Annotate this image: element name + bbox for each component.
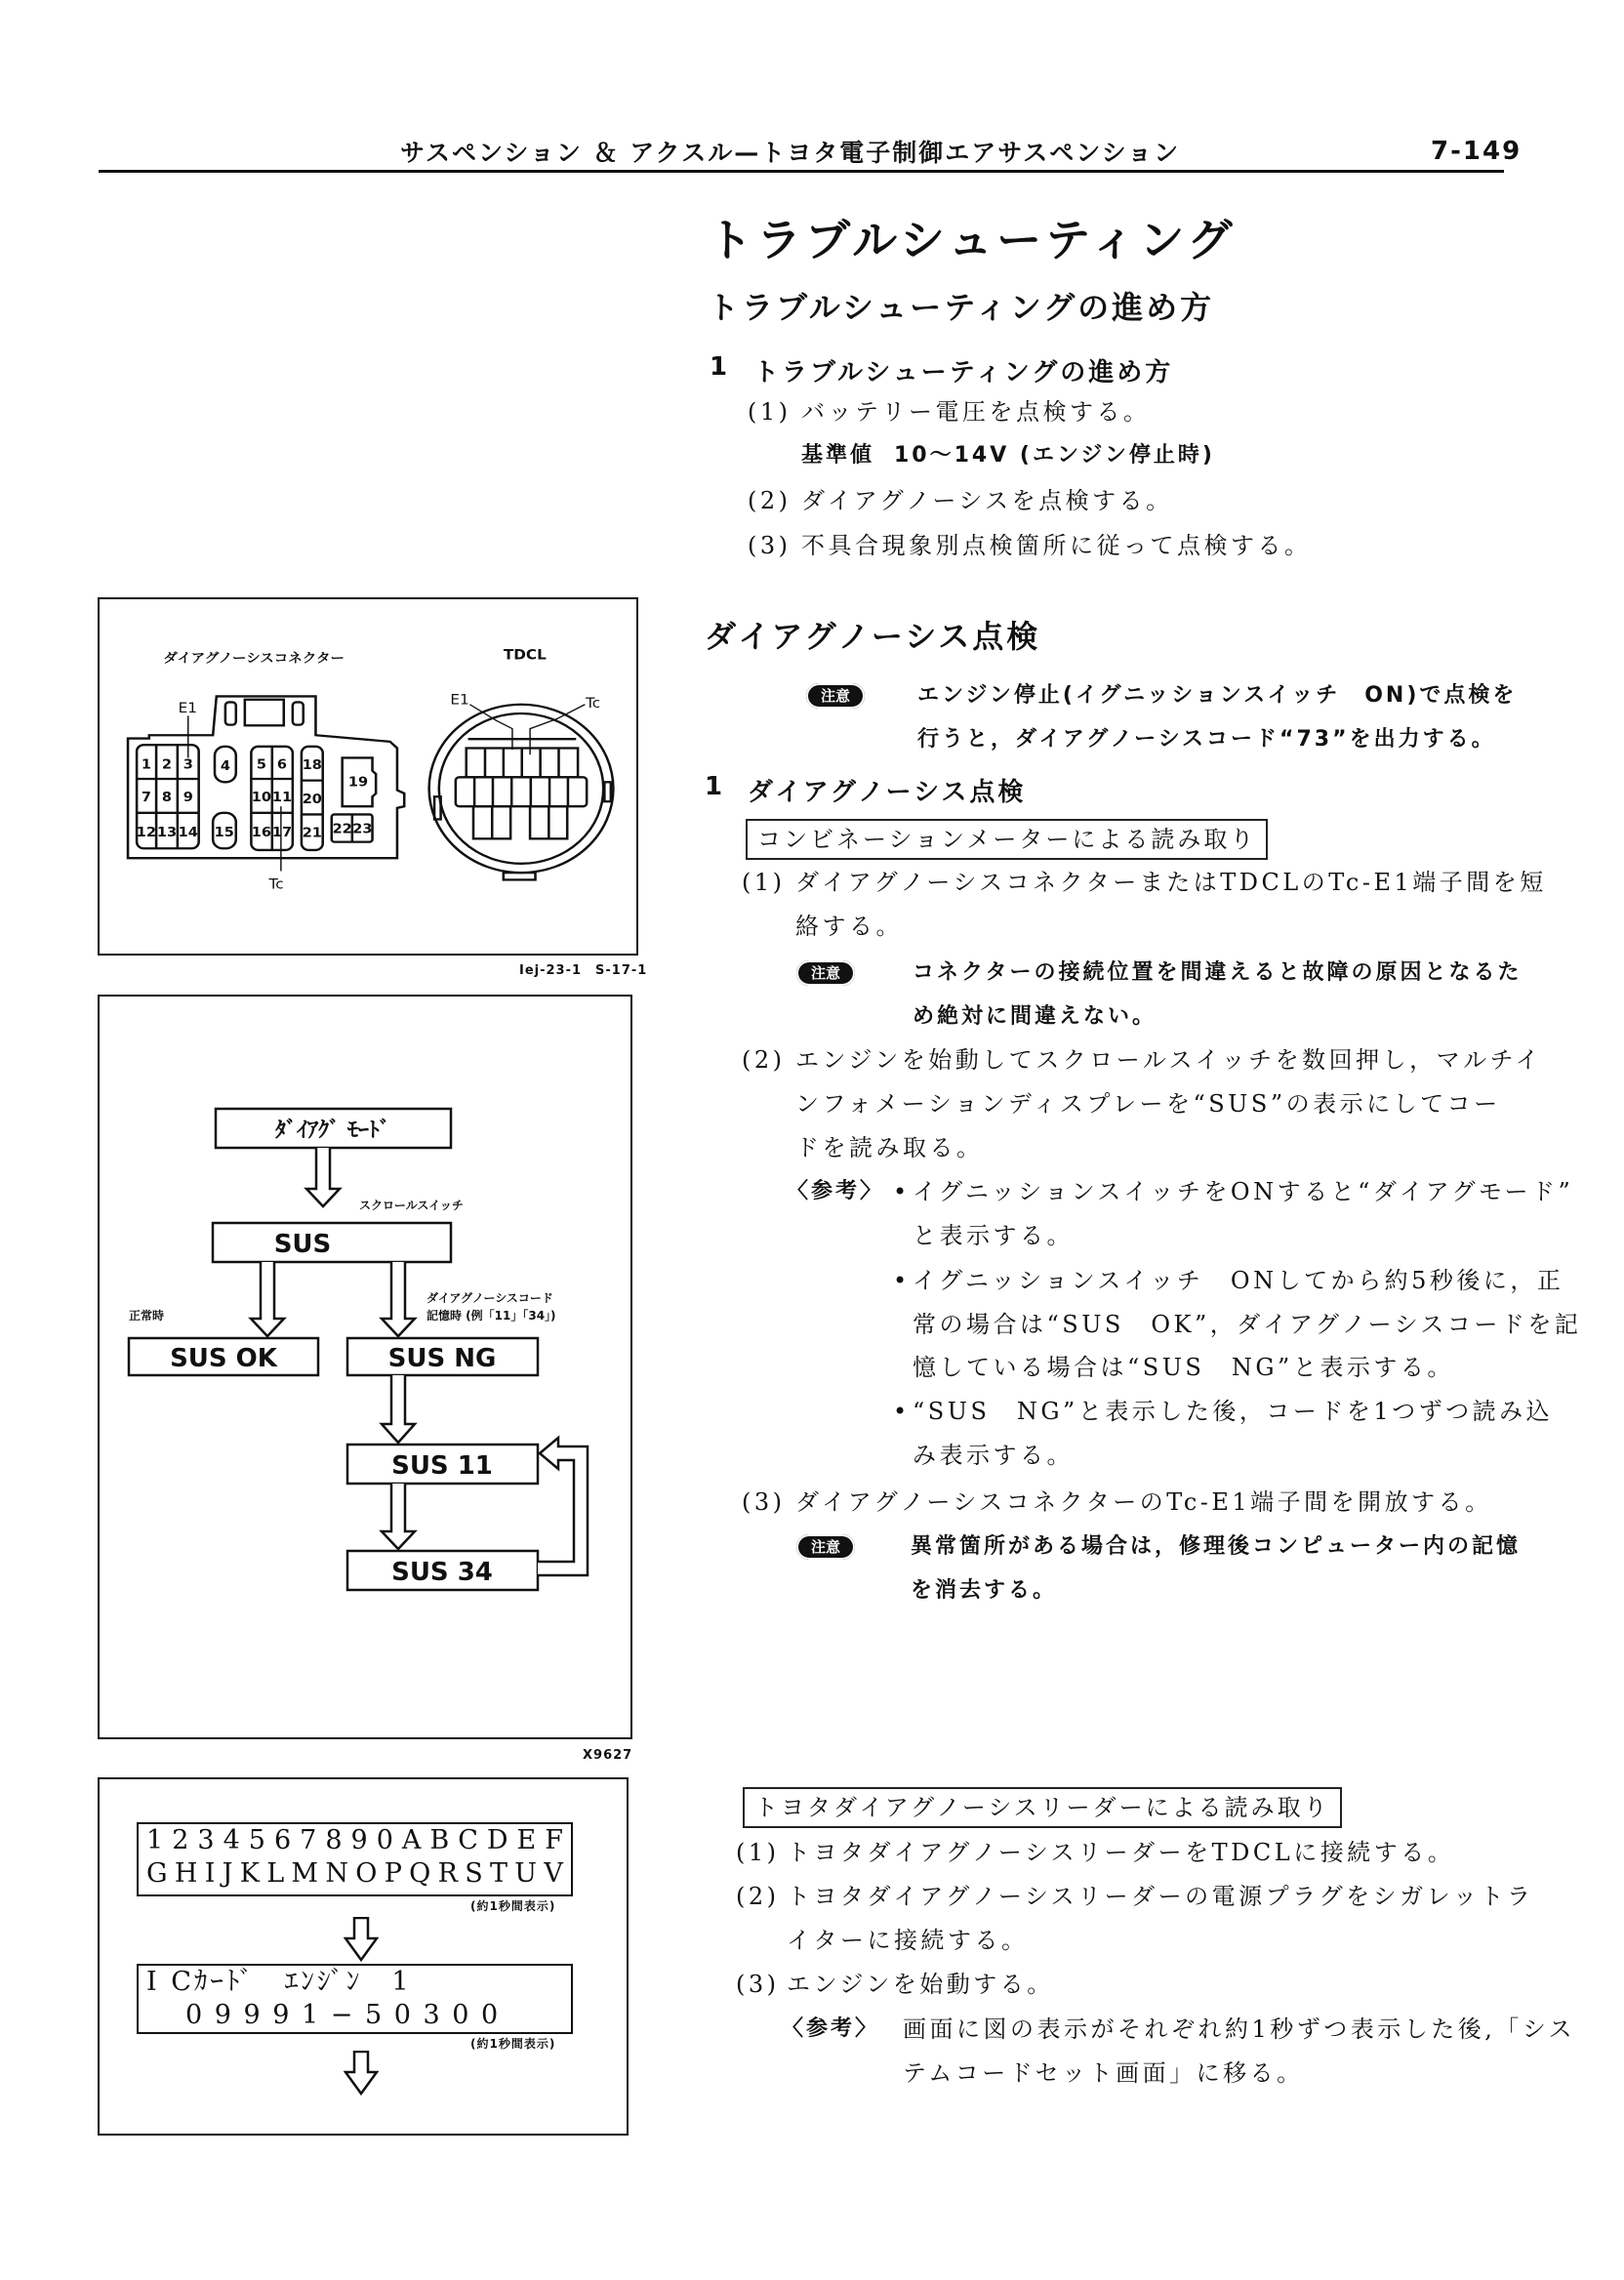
screen-char: S: [465, 1858, 483, 1889]
screen-char: I: [204, 1858, 216, 1889]
reference-text: 常の場合は“SUS OK”，ダイアグノーシスコードを記: [913, 1311, 1582, 1338]
figure1-caption: Iej-23-1 S-17-1: [519, 963, 648, 978]
screen-char: L: [266, 1858, 285, 1889]
pin-label: 9: [183, 790, 193, 806]
pin-label: 20: [302, 792, 322, 807]
screen-char: A: [401, 1825, 422, 1855]
code-label: ダイアグノーシスコード: [426, 1291, 553, 1305]
sus-label: SUS: [273, 1230, 332, 1259]
item-number: 1: [710, 352, 731, 382]
step-text: エンジンを始動する。: [787, 1971, 1054, 1998]
step-text: ダイアグノーシスを点検する。: [801, 487, 1173, 514]
arrow-down-icon: [382, 1484, 415, 1549]
screen-char: H: [174, 1858, 198, 1889]
screen-char: 7: [300, 1825, 317, 1855]
screen-row: [139, 1857, 571, 1891]
page-number: 7-149: [1431, 137, 1522, 166]
screen-row: I Cｶｰﾄﾞ ｴﾝｼﾞﾝ 1: [146, 1967, 412, 1997]
arrow-down-icon: [382, 1262, 415, 1336]
screen-char: F: [545, 1825, 563, 1855]
section-heading-procedure: トラブルシューティングの進め方: [708, 289, 1215, 326]
reference-label: 〈参考〉: [787, 1179, 885, 1203]
header-rule: [99, 170, 1504, 173]
step-number: (3): [736, 1971, 780, 1998]
pin-label: 7: [141, 790, 151, 806]
step-number: (2): [742, 1046, 786, 1074]
step-text: エンジンを始動してスクロールスイッチを数回押し，マルチイ: [795, 1046, 1542, 1074]
screen-char: B: [429, 1825, 450, 1855]
caution-badge: 注意: [796, 960, 855, 986]
step-text: ドを読み取る。: [795, 1134, 984, 1161]
pin-label: 6: [276, 756, 288, 773]
arrow-down-icon: [382, 1375, 415, 1443]
item-number: 1: [705, 772, 726, 801]
screen-row: [139, 1824, 571, 1857]
arrow-down-icon: [251, 1262, 284, 1336]
pin-label: 2: [161, 756, 173, 773]
pin-label: 13: [156, 825, 178, 840]
duration-note: (約1秒間表示): [470, 2037, 556, 2051]
step-text: バッテリー電圧を点検する。: [801, 398, 1151, 426]
mode-label: ﾀﾞｲｱｸﾞ ﾓｰﾄﾞ: [275, 1119, 390, 1143]
screen-char: O: [355, 1858, 378, 1889]
screen-char: C: [458, 1825, 478, 1855]
sus-ok-label: SUS OK: [170, 1344, 277, 1373]
reference-text: と表示する。: [913, 1222, 1074, 1249]
section-heading-diagnosis: ダイアグノーシス点検: [705, 618, 1041, 655]
pin-label: 23: [352, 821, 373, 837]
step-text: ダイアグノーシスコネクターのTc-E1端子間を開放する。: [795, 1488, 1492, 1516]
screen-char: V: [544, 1858, 563, 1889]
pin-label: 8: [161, 790, 173, 806]
sus-ng-label: SUS NG: [387, 1344, 497, 1373]
step-text: ダイアグノーシスコネクターまたはTDCLのTc-E1端子間を短: [795, 869, 1547, 896]
screen-char: P: [384, 1858, 402, 1889]
e1-label: E1: [178, 700, 197, 716]
screen-char: D: [486, 1825, 508, 1855]
reference-text: イグニッションスイッチをONすると“ダイアグモード”: [913, 1178, 1574, 1205]
note-line: 異常箇所がある場合は，修理後コンピューター内の記憶: [911, 1534, 1522, 1559]
method-box-diagnosis-reader: トヨタダイアグノーシスリーダーによる読み取り: [743, 1787, 1342, 1828]
screen-row: 0 9 9 9 1 − 5 0 3 0 0: [185, 2000, 501, 2030]
item-title: ダイアグノーシス点検: [748, 778, 1027, 807]
pin-label: 15: [214, 825, 234, 840]
screen-char: 8: [325, 1825, 343, 1855]
note-line: を消去する。: [911, 1578, 1058, 1603]
step-number: (3): [742, 1488, 786, 1516]
note-line: エンジン停止(イグニッションスイッチ ON)で点検を: [917, 683, 1518, 708]
duration-note: (約1秒間表示): [470, 1899, 556, 1913]
figure-reader-screens: [98, 1777, 629, 2136]
screen-char: 1: [146, 1825, 164, 1855]
scroll-switch-label: スクロールスイッチ: [359, 1199, 464, 1212]
screen-char: 0: [376, 1825, 393, 1855]
bullet: •: [893, 1178, 911, 1205]
pin-label: 22: [332, 821, 352, 837]
pin-label: 21: [302, 826, 322, 841]
step-number: (1): [748, 398, 792, 426]
note-line: コネクターの接続位置を間違えると故障の原因となるた: [913, 960, 1522, 985]
step-number: (3): [748, 532, 792, 559]
screen-char: 5: [248, 1825, 265, 1855]
screen-char: 2: [172, 1825, 189, 1855]
pin-label: 5: [256, 756, 266, 773]
sus-34-label: SUS 34: [391, 1558, 493, 1587]
item-title: トラブルシューティングの進め方: [753, 358, 1174, 387]
connector-label: ダイアグノーシスコネクター: [163, 651, 345, 667]
screen-char: R: [437, 1858, 458, 1889]
figure2-caption: X9627: [583, 1748, 633, 1763]
reference-text: “SUS NG”と表示した後，コードを1つずつ読み込: [913, 1398, 1554, 1425]
pin-label: 10: [251, 790, 272, 806]
step-text: 絡する。: [795, 913, 903, 940]
pin-label: 12: [136, 825, 157, 840]
sus-box: [213, 1223, 451, 1262]
caution-badge: 注意: [806, 683, 865, 709]
step-number: (2): [736, 1883, 780, 1910]
step-text: トヨタダイアグノーシスリーダーの電源プラグをシガレットラ: [787, 1883, 1534, 1910]
reference-label: 〈参考〉: [782, 2016, 880, 2041]
method-box-combination-meter: コンビネーションメーターによる読み取り: [746, 819, 1268, 860]
code-label: 記憶時 (例「11」「34」): [426, 1309, 556, 1323]
arrow-down-icon: [344, 2051, 379, 2096]
note-line: め絶対に間違えない。: [913, 1004, 1157, 1029]
figure-diagnosis-flowchart: [98, 995, 632, 1739]
note-line: 行うと，ダイアグノーシスコード“73”を出力する。: [917, 727, 1496, 752]
flowchart: [100, 997, 630, 1737]
page-title: トラブルシューティング: [708, 214, 1237, 266]
pin-label: 19: [347, 775, 369, 791]
spec-value: 10〜14V (エンジン停止時): [894, 443, 1215, 468]
tc-label: Tc: [268, 876, 284, 893]
loop-arrow-icon: [538, 1438, 588, 1575]
reference-text: み表示する。: [913, 1442, 1074, 1469]
arrow-down-icon: [344, 1917, 379, 1962]
step-number: (1): [742, 869, 786, 896]
normal-label: 正常時: [129, 1309, 165, 1323]
pin-label: 17: [271, 825, 293, 840]
screen-char: 6: [273, 1825, 292, 1855]
tdcl-tc-label: Tc: [586, 695, 601, 712]
screen-char: M: [291, 1858, 319, 1889]
pin-label: 4: [220, 758, 230, 774]
step-text: トヨタダイアグノーシスリーダーをTDCLに接続する。: [787, 1839, 1455, 1866]
screen-char: 9: [350, 1825, 368, 1855]
step-text: ンフォメーションディスプレーを“SUS”の表示にしてコー: [795, 1090, 1501, 1118]
screen-char: E: [516, 1825, 537, 1855]
tdcl-e1-label: E1: [450, 692, 469, 709]
sus-11-label: SUS 11: [391, 1451, 493, 1481]
reference-text: 憶している場合は“SUS NG”と表示する。: [913, 1354, 1454, 1381]
screen-ic-card: [137, 1964, 573, 2034]
screen-char: T: [489, 1858, 508, 1889]
chapter-header: サスペンション ＆ アクスル—トヨタ電子制御エアサスペンション: [400, 139, 1181, 167]
connector-illustration: [100, 599, 636, 954]
step-text: 不具合現象別点検箇所に従って点検する。: [801, 532, 1312, 559]
bullet: •: [893, 1267, 911, 1294]
step-number: (1): [736, 1839, 780, 1866]
pin-label: 1: [141, 756, 151, 773]
step-number: (2): [748, 487, 792, 514]
step-text: イターに接続する。: [787, 1927, 1029, 1954]
screen-char: G: [146, 1858, 168, 1889]
pin-label: 11: [271, 790, 293, 806]
screen-char: 3: [197, 1825, 215, 1855]
screen-char: 4: [223, 1825, 240, 1855]
screen-test-pattern: [137, 1822, 573, 1896]
figure-connector-diagram: [98, 597, 638, 956]
screen-char: N: [325, 1858, 348, 1889]
screen-char: U: [514, 1858, 538, 1889]
pin-label: 18: [302, 757, 322, 773]
pin-label: 3: [183, 756, 193, 773]
arrow-down-icon: [306, 1148, 340, 1206]
pin-label: 14: [178, 825, 198, 840]
caution-badge: 注意: [796, 1534, 855, 1560]
bullet: •: [893, 1398, 911, 1425]
reference-text: イグニッションスイッチ ONしてから約5秒後に，正: [913, 1267, 1564, 1294]
reference-text: テムコードセット画面」に移る。: [903, 2059, 1304, 2087]
screen-char: K: [239, 1858, 260, 1889]
pin-label: 16: [251, 825, 272, 840]
screen-char: Q: [409, 1858, 431, 1889]
spec-label: 基準値: [801, 443, 875, 468]
tdcl-label: TDCL: [503, 646, 547, 664]
screen-char: J: [222, 1858, 233, 1889]
reference-text: 画面に図の表示がそれぞれ約1秒ずつ表示した後,「シス: [903, 2015, 1576, 2043]
